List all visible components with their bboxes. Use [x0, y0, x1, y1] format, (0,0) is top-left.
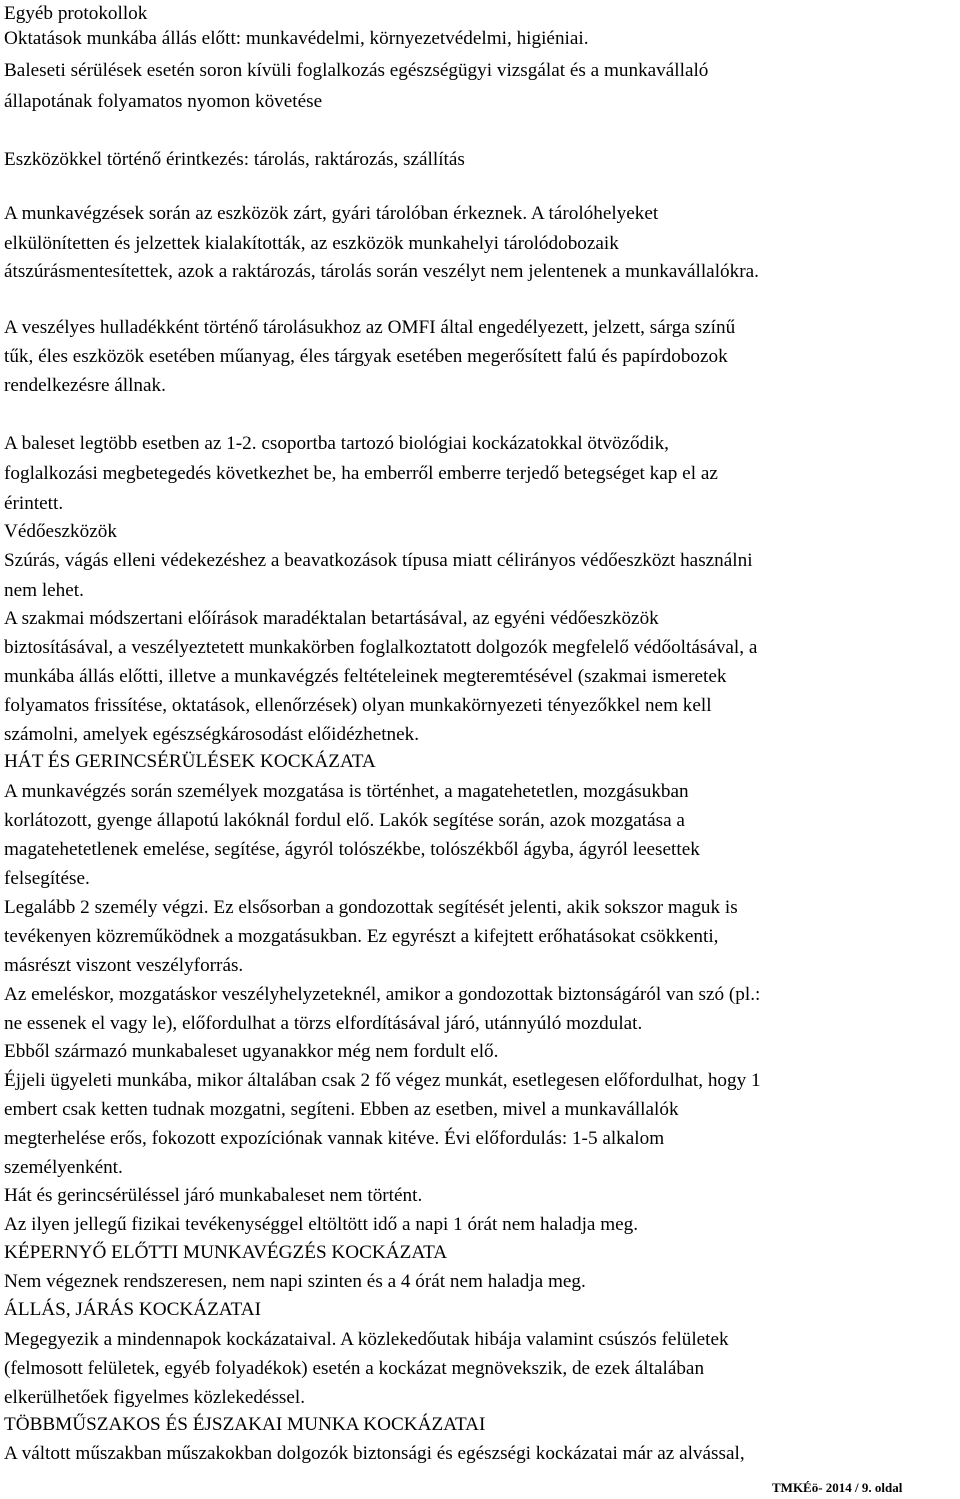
text-line: elkerülhetőek figyelmes közlekedéssel.: [4, 1387, 306, 1408]
text-line: embert csak ketten tudnak mozgatni, segíteni. Ebben az esetben, mivel a munkavállalók: [4, 1099, 679, 1120]
heading-shift-night-work-risk: TÖBBMŰSZAKOS ÉS ÉJSZAKAI MUNKA KOCKÁZATAI: [4, 1414, 486, 1435]
text-line: rendelkezésre állnak.: [4, 375, 166, 396]
text-line: tevékenyen közreműködnek a mozgatásukban. Ez egyrészt a kifejtett erőhatásokat csökkenti,: [4, 926, 719, 947]
heading-screen-work-risk: KÉPERNYŐ ELŐTTI MUNKAVÉGZÉS KOCKÁZATA: [4, 1242, 448, 1263]
text-line: átszúrásmentesítettek, azok a raktározás, tárolás során veszélyt nem jelentenek a munkavállalókra.: [4, 261, 759, 282]
text-line: felsegítése.: [4, 868, 90, 889]
text-line: Baleseti sérülések esetén soron kívüli foglalkozás egészségügyi vizsgálat és a munkavállaló: [4, 60, 709, 81]
text-line: folyamatos frissítése, oktatások, ellenőrzések) olyan munkakörnyezeti tényezőkkel nem kell: [4, 695, 712, 716]
text-line: Éjjeli ügyeleti munkába, mikor általában csak 2 fő végez munkát, esetlegesen előfordulhat, hogy 1: [4, 1070, 761, 1091]
text-line: Legalább 2 személy végzi. Ez elsősorban a gondozottak segítését jelenti, akik sokszor maguk is: [4, 897, 738, 918]
text-line: másrészt viszont veszélyforrás.: [4, 955, 244, 976]
text-line: elkülönítetten és jelzettek kialakították, az eszközök munkahelyi tárolódobozaik: [4, 233, 619, 254]
text-line: megterhelése erős, fokozott expozíciónak vannak kitéve. Évi előfordulás: 1-5 alkalom: [4, 1128, 665, 1149]
text-line: Eszközökkel történő érintkezés: tárolás, raktározás, szállítás: [4, 149, 465, 170]
heading-other-protocols: Egyéb protokollok: [4, 3, 148, 24]
text-line: Szúrás, vágás elleni védekezéshez a beavatkozások típusa miatt célirányos védőeszközt használni: [4, 550, 753, 571]
text-line: (felmosott felületek, egyéb folyadékok) esetén a kockázat megnövekszik, de ezek általában: [4, 1358, 705, 1379]
text-line: A váltott műszakban műszakokban dolgozók biztonsági és egészségi kockázatai már az alvással,: [4, 1443, 745, 1464]
text-line: Az emeléskor, mozgatáskor veszélyhelyzeteknél, amikor a gondozottak biztonságáról van szó (pl.:: [4, 984, 761, 1005]
text-line: magatehetetlenek emelése, segítése, ágyról tolószékbe, tolószékből ágyba, ágyról leesettek: [4, 839, 700, 860]
text-line: A munkavégzések során az eszközök zárt, gyári tárolóban érkeznek. A tárolóhelyeket: [4, 203, 659, 224]
text-line: A baleset legtöbb esetben az 1-2. csoportba tartozó biológiai kockázatokkal ötvöződik,: [4, 433, 669, 454]
text-line: Megegyezik a mindennapok kockázataival. A közlekedőutak hibája valamint csúszós felületek: [4, 1329, 729, 1350]
text-line: foglalkozási megbetegedés következhet be, ha emberről emberre terjedő betegséget kap el az: [4, 463, 718, 484]
text-line: Ebből származó munkabaleset ugyanakkor még nem fordult elő.: [4, 1041, 499, 1062]
heading-standing-walking-risk: ÁLLÁS, JÁRÁS KOCKÁZATAI: [4, 1299, 261, 1320]
text-line: biztosításával, a veszélyeztetett munkakörben foglalkoztatott dolgozók megfelelő védőoltásával, a: [4, 637, 758, 658]
text-line: tűk, éles eszközök esetében műanyag, éles tárgyak esetében megerősített falú és papírdobozok: [4, 346, 728, 367]
text-line: Nem végeznek rendszeresen, nem napi szinten és a 4 órát nem haladja meg.: [4, 1271, 586, 1292]
heading-back-spine-risk: HÁT ÉS GERINCSÉRÜLÉSEK KOCKÁZATA: [4, 751, 376, 772]
text-line: A szakmai módszertani előírások maradéktalan betartásával, az egyéni védőeszközök: [4, 608, 659, 629]
text-line: Az ilyen jellegű fizikai tevékenységgel eltöltött idő a napi 1 órát nem haladja meg.: [4, 1214, 639, 1235]
page-footer: TMKÉö- 2014 / 9. oldal: [772, 1480, 903, 1495]
text-line: Oktatások munkába állás előtt: munkavédelmi, környezetvédelmi, higiéniai.: [4, 28, 589, 49]
text-line: számolni, amelyek egészségkárosodást előidézhetnek.: [4, 724, 420, 745]
text-line: személyenként.: [4, 1157, 123, 1178]
text-line: munkába állás előtti, illetve a munkavégzés feltételeinek megteremtésével (szakmai ismeretek: [4, 666, 727, 687]
text-line: A munkavégzés során személyek mozgatása is történhet, a magatehetetlen, mozgásukban: [4, 781, 689, 802]
text-line: Hát és gerincsérüléssel járó munkabaleset nem történt.: [4, 1185, 423, 1206]
text-line: ne essenek el vagy le), előfordulhat a törzs elfordításával járó, utánnyúló mozdulat.: [4, 1013, 643, 1034]
text-line: A veszélyes hulladékként történő tárolásukhoz az OMFI által engedélyezett, jelzett, sárga színű: [4, 317, 736, 338]
text-line: korlátozott, gyenge állapotú lakóknál fordul elő. Lakók segítése során, azok mozgatása a: [4, 810, 685, 831]
text-line: nem lehet.: [4, 580, 84, 601]
text-line: érintett.: [4, 493, 64, 514]
heading-protective-equipment: Védőeszközök: [4, 521, 117, 542]
text-line: állapotának folyamatos nyomon követése: [4, 91, 323, 112]
